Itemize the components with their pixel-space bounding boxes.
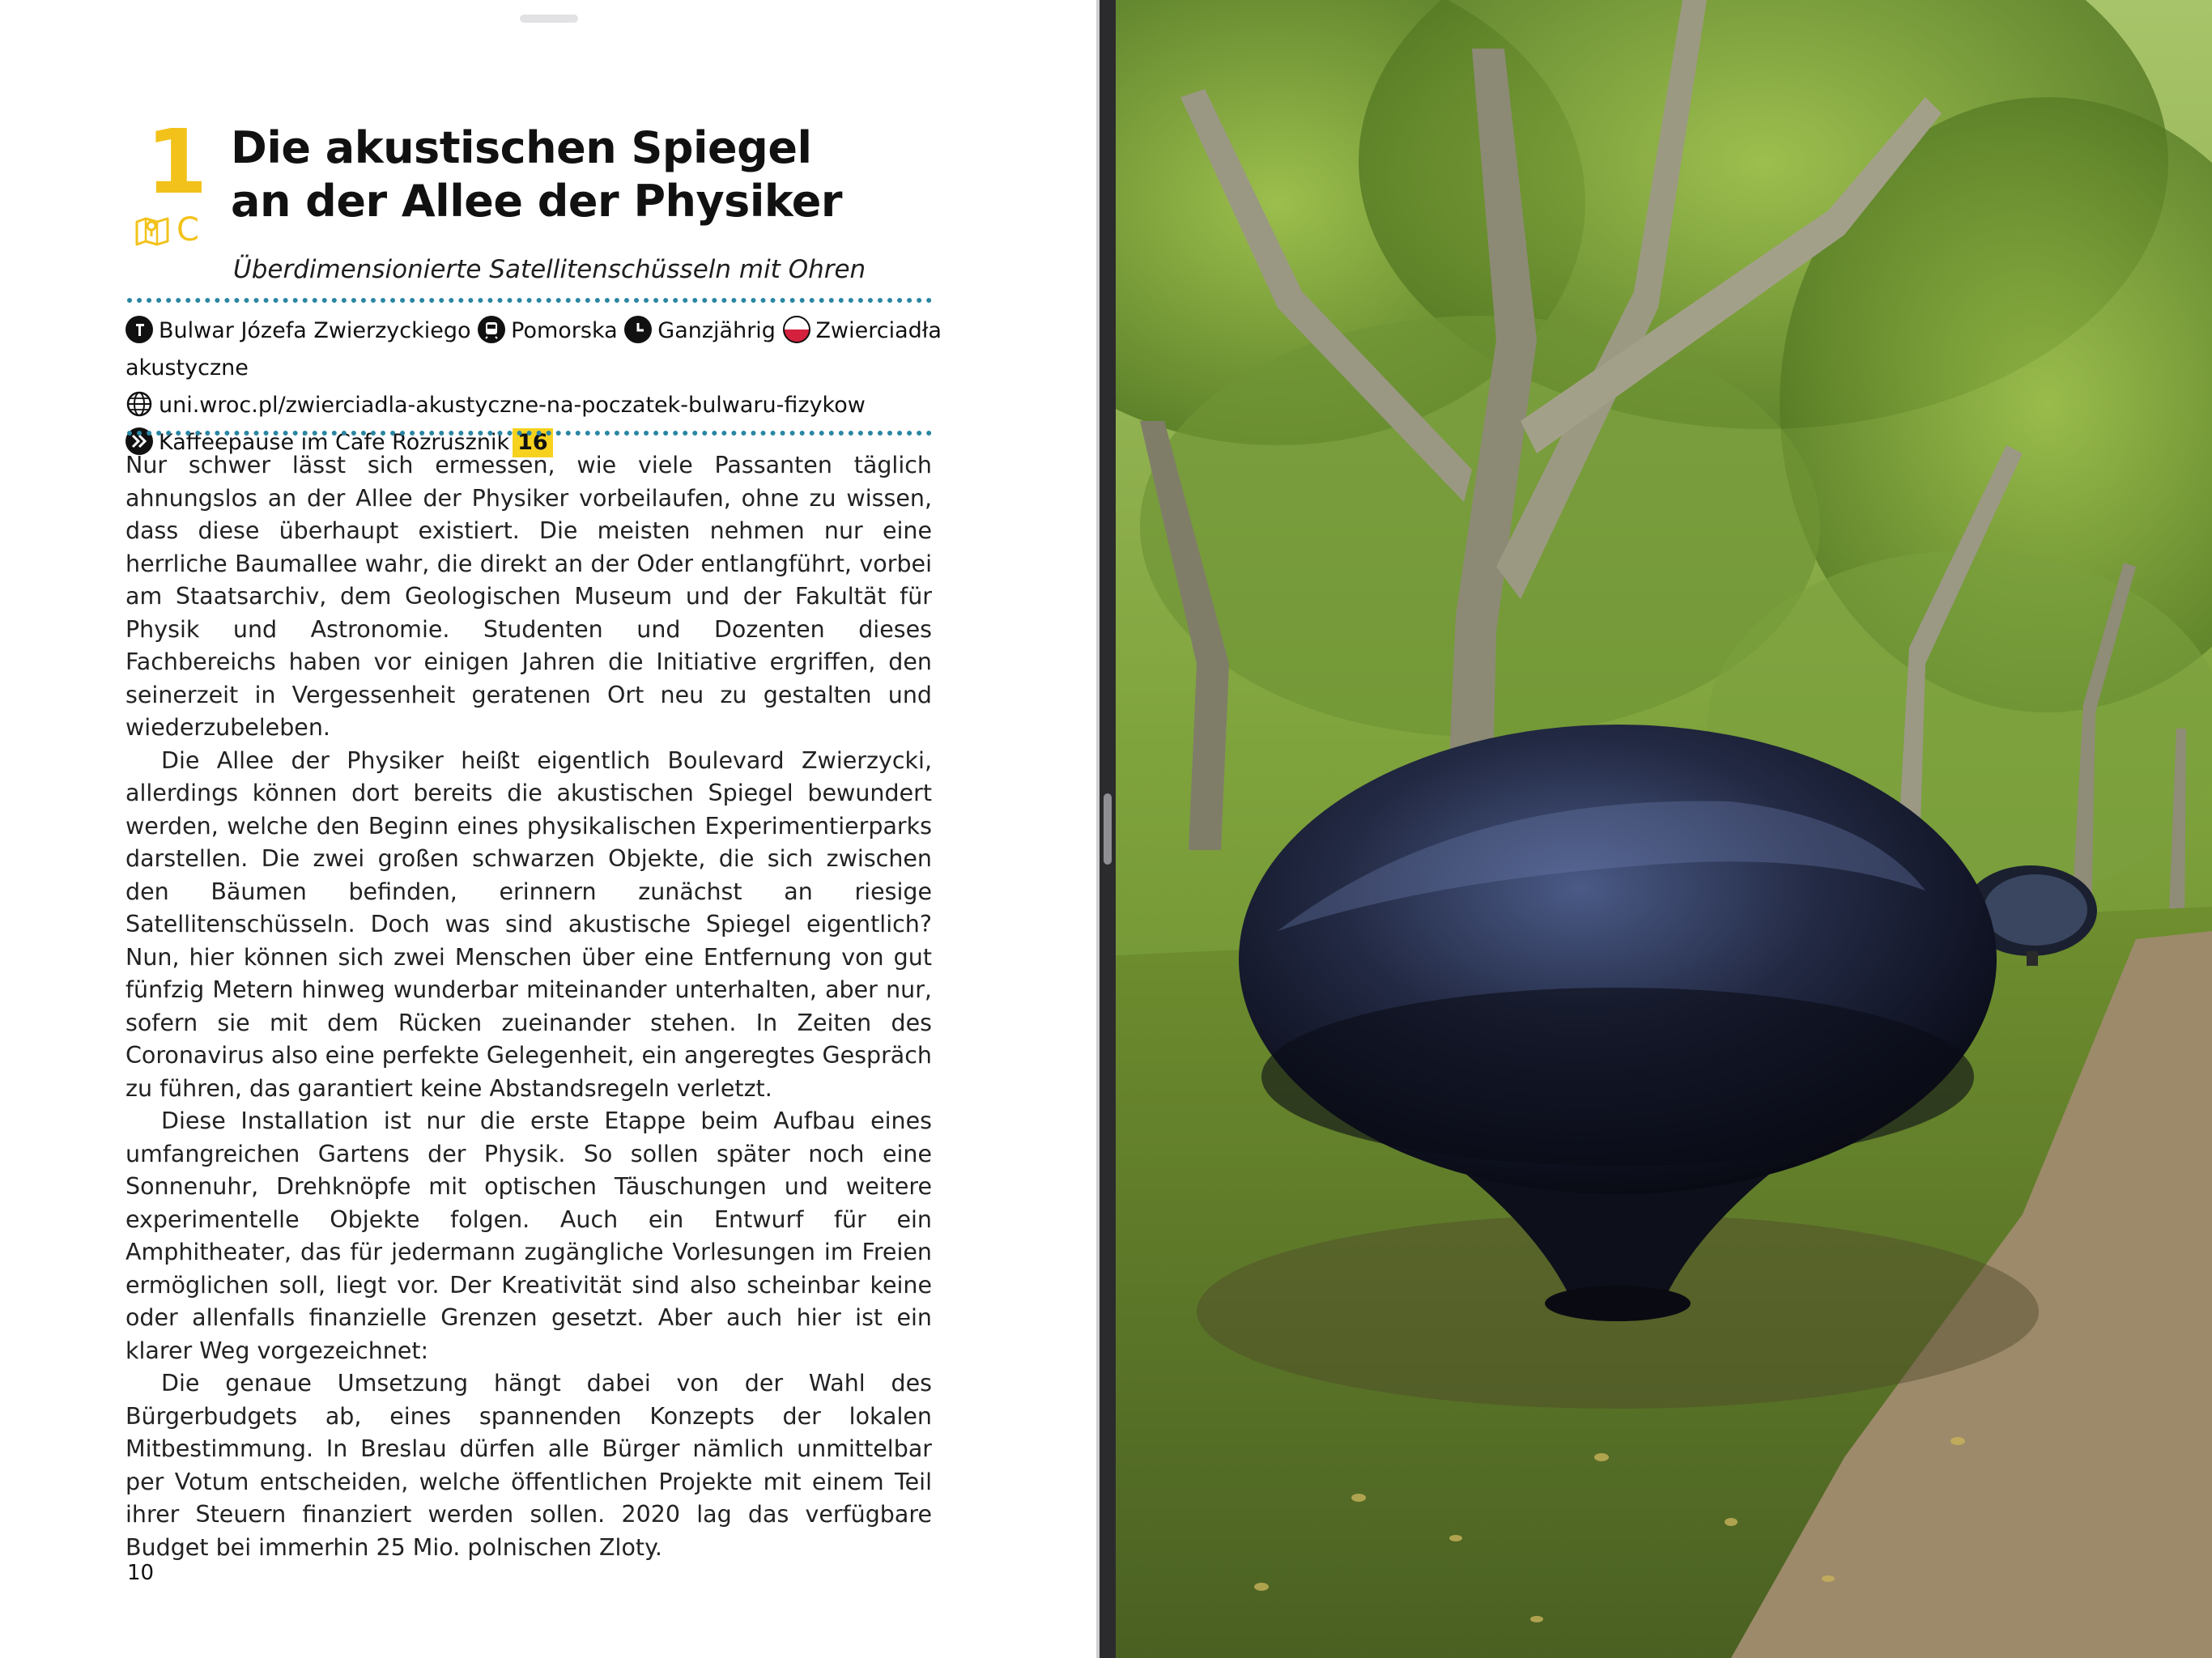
- window-drag-handle[interactable]: [520, 15, 578, 23]
- article-paragraph-3: Diese Installation ist nur die erste Etappe beim Aufbau eines umfangreichen Gartens der Physik. So sollen später noch eine Sonnenuhr, Drehknöpfe mit optischen Täuschungen und weitere experimentelle Objekte folgen. Auch ein Entwurf für ein Amphitheater, das für jedermann zugängliche Vorlesungen im Freien ermöglichen soll, liegt vor. Der Kreativität sind also scheinbar keine oder allenfalls finanzielle Grenzen gesetzt. Aber auch hier ist ein klarer Weg vorgezeichnet:: [125, 1107, 932, 1364]
- address-text: Bulwar Józefa Zwierzyckiego: [159, 318, 471, 343]
- map-pin-icon: [134, 214, 170, 246]
- article-body: [125, 449, 932, 1564]
- chapter-subtitle: Überdimensionierte Satellitenschüsseln mit Ohren: [233, 255, 866, 284]
- tip-text: Kaffeepause im Cafe Rozrusznik: [159, 430, 510, 455]
- article-paragraph-1: Nur schwer lässt sich ermessen, wie viele Passanten täglich ahnungslos an der Allee der Physiker vorbeilaufen, ohne zu wissen, dass diese überhaupt existiert. Die meisten nehmen nur eine herrliche Baumallee wahr, die direkt an der Oder entlangführt, vorbei am Staatsarchiv, dem Geologischen Museum und der Fakultät für Physik und Astronomie. Studenten und Dozenten dieses Fachbereichs haben vor einigen Jahren die Initiative ergriffen, den seinerzeit in Vergessenheit geratenen Ort neu zu gestalten und wiederzubeleben.: [125, 452, 932, 741]
- address-item: [125, 318, 478, 343]
- globe-icon: [125, 390, 153, 418]
- polish-name-text: Zwierciadła akustyczne: [125, 318, 942, 380]
- photo-pane: [1116, 0, 2212, 1658]
- tram-icon: [478, 316, 505, 343]
- article-paragraph-2: Die Allee der Physiker heißt eigentlich Boulevard Zwierzycki, allerdings können dort bereits die akustischen Spiegel bewundert werden, welche den Beginn eines physikalischen Experimentierparks darstellen. Die zwei großen schwarzen Objekte, die sich zwischen den Bäumen befinden, erinnern zunächst an riesige Satellitenschüsseln. Doch was sind akustische Spiegel eigentlich? Nun, hier können sich zwei Menschen über eine Entfernung von gut fünfzig Metern hinweg wunderbar miteinander unterhalten, aber nur, sofern sie mit dem Rücken zueinander stehen. In Zeiten des Coronavirus also eine perfekte Gelegenheit, ein angeregtes Gespräch zu führen, das garantiert keine Abstandsregeln verletzt.: [125, 746, 932, 1102]
- dotted-divider-bottom: [127, 431, 932, 436]
- book-page: [0, 0, 1100, 1658]
- clock-icon: [624, 316, 652, 343]
- transit-text: Pomorska: [511, 318, 618, 343]
- website-item[interactable]: [125, 393, 866, 418]
- website-link[interactable]: uni.wroc.pl/zwierciadla-akustyczne-na-poczatek-bulwaru-fizykow: [159, 393, 866, 418]
- chapter-title-line1: Die akustischen Spiegel: [231, 122, 812, 173]
- chapter-number: 1: [146, 110, 208, 214]
- chapter-title: [231, 121, 1040, 228]
- dotted-divider-top: [127, 298, 932, 303]
- hours-text: Ganzjährig: [657, 318, 776, 343]
- info-box: [125, 312, 943, 461]
- transit-item: [478, 318, 624, 343]
- article-paragraph-4: Die genaue Umsetzung hängt dabei von der Wahl des Bürgerbudgets ab, eines spannenden Konzepts der lokalen Mitbestimmung. In Breslau dürfen alle Bürger nämlich unmittelbar per Votum entscheiden, welche öffentlichen Projekte mit einem Teil ihrer Steuern finanziert werden sollen. 2020 lag das verfügbare Budget bei immerhin 25 Mio. polnischen Zloty.: [125, 1370, 932, 1561]
- polish-flag-icon: [783, 316, 810, 343]
- map-reference: [134, 212, 199, 248]
- location-icon: [125, 316, 153, 343]
- acoustic-mirror-photo: [1116, 0, 2212, 1658]
- tip-reference-badge[interactable]: 16: [513, 428, 553, 457]
- split-view-handle[interactable]: [1104, 793, 1112, 865]
- chapter-title-line2: an der Allee der Physiker: [231, 176, 843, 227]
- page-number: 10: [127, 1561, 155, 1585]
- map-grid-reference: C: [177, 211, 199, 249]
- hours-item: [624, 318, 782, 343]
